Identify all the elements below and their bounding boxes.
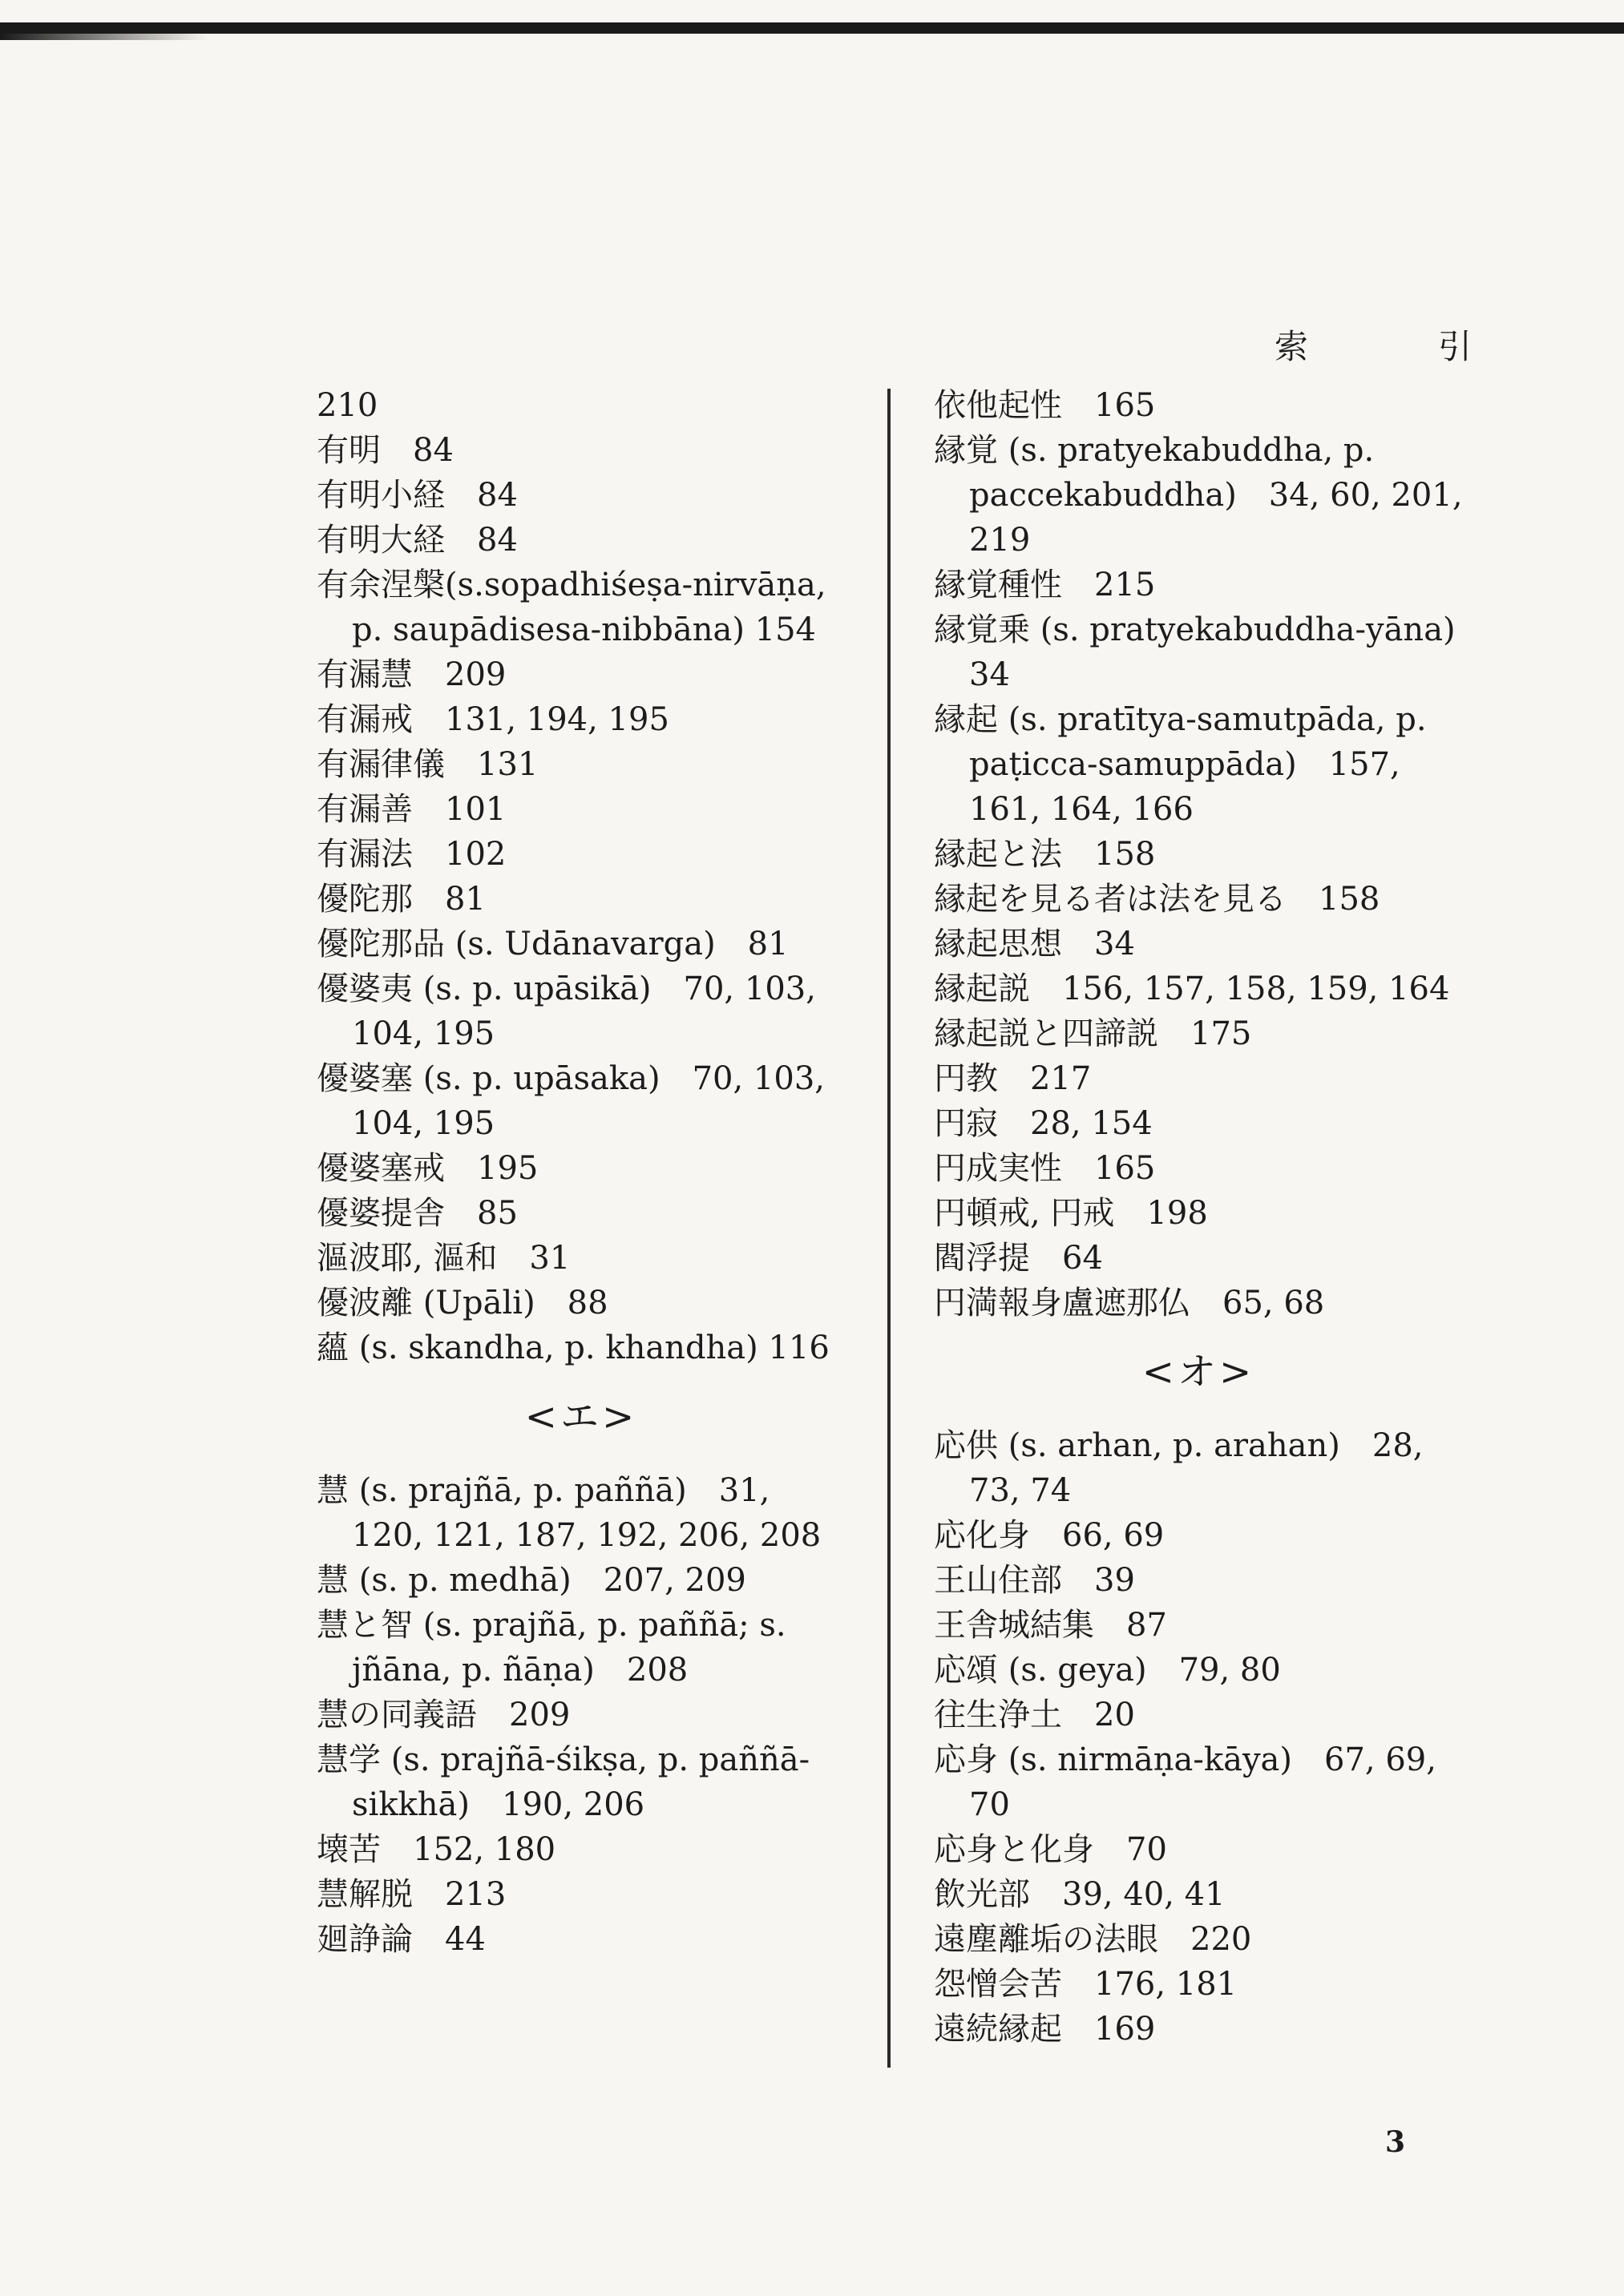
index-entry: 慧と智 (s. prajñā, p. paññā; s. jñāna, p. ñāṇa) 208 bbox=[317, 1607, 797, 1689]
index-entry: 優陀那品 (s. Udānavarga) 81 bbox=[317, 926, 789, 962]
index-entry: 有明大経 84 bbox=[317, 522, 518, 559]
index-entry: 漚波耶, 漚和 31 bbox=[317, 1240, 571, 1277]
top-rule bbox=[0, 22, 1624, 34]
left-column bbox=[317, 383, 846, 1962]
index-entry: 応身と化身 70 bbox=[934, 1831, 1167, 1868]
index-entry: 縁起 (s. pratītya-samutpāda, p. paṭicca-samuppāda) 157, 161, 164, 166 bbox=[934, 701, 1437, 828]
index-entry: 慧の同義語 209 bbox=[317, 1697, 571, 1733]
index-entry: 有漏慧 209 bbox=[317, 656, 507, 693]
index-entry: 怨憎会苦 176, 181 bbox=[934, 1966, 1238, 2003]
index-entry: 有漏律儀 131 bbox=[317, 746, 539, 783]
index-entry: 円教 217 bbox=[934, 1060, 1092, 1097]
index-entry: 縁覚乗 (s. pratyekabuddha-yāna) 34 bbox=[934, 611, 1466, 693]
index-entry: 有漏戒 131, 194, 195 bbox=[317, 701, 669, 738]
left-entries-e bbox=[317, 1468, 846, 1962]
top-rule-tail bbox=[0, 32, 208, 40]
index-entry: 応頌 (s. geya) 79, 80 bbox=[934, 1652, 1281, 1689]
index-entry: 飲光部 39, 40, 41 bbox=[934, 1876, 1226, 1913]
index-entry: 縁覚 (s. pratyekabuddha, p. paccekabuddha) 34, 60, 201, 219 bbox=[934, 432, 1473, 559]
page-number: 3 bbox=[1385, 2125, 1406, 2159]
index-entry: 廻諍論 44 bbox=[317, 1921, 486, 1958]
column-divider bbox=[887, 389, 891, 2068]
index-entry: 縁起説と四諦説 175 bbox=[934, 1015, 1252, 1052]
index-entry: 依他起性 165 bbox=[934, 387, 1156, 424]
right-entries-top bbox=[934, 383, 1473, 1326]
index-entry: 円満報身盧遮那仏 65, 68 bbox=[934, 1285, 1325, 1322]
index-entry: 有明 84 bbox=[317, 432, 454, 469]
section-heading-o: <オ> bbox=[1141, 1350, 1255, 1394]
index-entry: 遠続縁起 169 bbox=[934, 2011, 1156, 2048]
index-entry: 壊苦 152, 180 bbox=[317, 1831, 556, 1868]
index-entry: 優波離 (Upāli) 88 bbox=[317, 1285, 608, 1322]
index-entry: 蘊 (s. skandha, p. khandha) 116 bbox=[317, 1330, 830, 1366]
index-entry: 慧学 (s. prajñā-śikṣa, p. paññā-sikkhā) 190, 206 bbox=[317, 1741, 810, 1823]
left-entries-top bbox=[317, 383, 846, 1370]
index-entry: 往生浄土 20 bbox=[934, 1697, 1135, 1733]
index-entry: 有漏法 102 bbox=[317, 836, 507, 873]
right-column bbox=[934, 383, 1473, 2052]
index-entry: 応供 (s. arhan, p. arahan) 28, 73, 74 bbox=[934, 1427, 1434, 1509]
running-head: 索 引 bbox=[1275, 327, 1521, 366]
index-entry: 王山住部 39 bbox=[934, 1562, 1135, 1599]
index-entry: 210 bbox=[317, 387, 378, 424]
index-entry: 優婆夷 (s. p. upāsikā) 70, 103, 104, 195 bbox=[317, 970, 826, 1052]
index-entry: 縁覚種性 215 bbox=[934, 567, 1156, 603]
index-entry: 王舎城結集 87 bbox=[934, 1607, 1167, 1644]
index-entry: 縁起を見る者は法を見る 158 bbox=[934, 881, 1380, 918]
index-entry: 応化身 66, 69 bbox=[934, 1517, 1165, 1554]
index-entry: 縁起と法 158 bbox=[934, 836, 1156, 873]
index-entry: 優婆提舎 85 bbox=[317, 1195, 518, 1232]
index-entry: 優婆塞 (s. p. upāsaka) 70, 103, 104, 195 bbox=[317, 1060, 835, 1142]
index-entry: 閻浮提 64 bbox=[934, 1240, 1103, 1277]
index-entry: 慧 (s. prajñā, p. paññā) 31, 120, 121, 187, 192, 206, 208 bbox=[317, 1472, 822, 1554]
index-entry: 縁起説 156, 157, 158, 159, 164 bbox=[934, 970, 1450, 1007]
index-entry: 慧解脱 213 bbox=[317, 1876, 507, 1913]
right-entries-o bbox=[934, 1423, 1463, 2052]
index-entry: 慧 (s. p. medhā) 207, 209 bbox=[317, 1562, 746, 1599]
index-entry: 縁起思想 34 bbox=[934, 926, 1135, 962]
index-entry: 円寂 28, 154 bbox=[934, 1105, 1153, 1142]
index-entry: 有漏善 101 bbox=[317, 791, 507, 828]
index-entry: 遠塵離垢の法眼 220 bbox=[934, 1921, 1252, 1958]
index-entry: 優陀那 81 bbox=[317, 881, 486, 918]
index-entry: 優婆塞戒 195 bbox=[317, 1150, 539, 1187]
index-entry: 円成実性 165 bbox=[934, 1150, 1156, 1187]
section-heading-e: <エ> bbox=[524, 1394, 638, 1439]
index-entry: 有明小経 84 bbox=[317, 477, 518, 514]
index-entry: 有余涅槃(s.sopadhiśeṣa-nirvāṇa, p. saupādisesa-nibbāna) 154 bbox=[317, 567, 837, 648]
index-entry: 応身 (s. nirmāṇa-kāya) 67, 69, 70 bbox=[934, 1741, 1447, 1823]
index-entry: 円頓戒, 円戒 198 bbox=[934, 1195, 1208, 1232]
